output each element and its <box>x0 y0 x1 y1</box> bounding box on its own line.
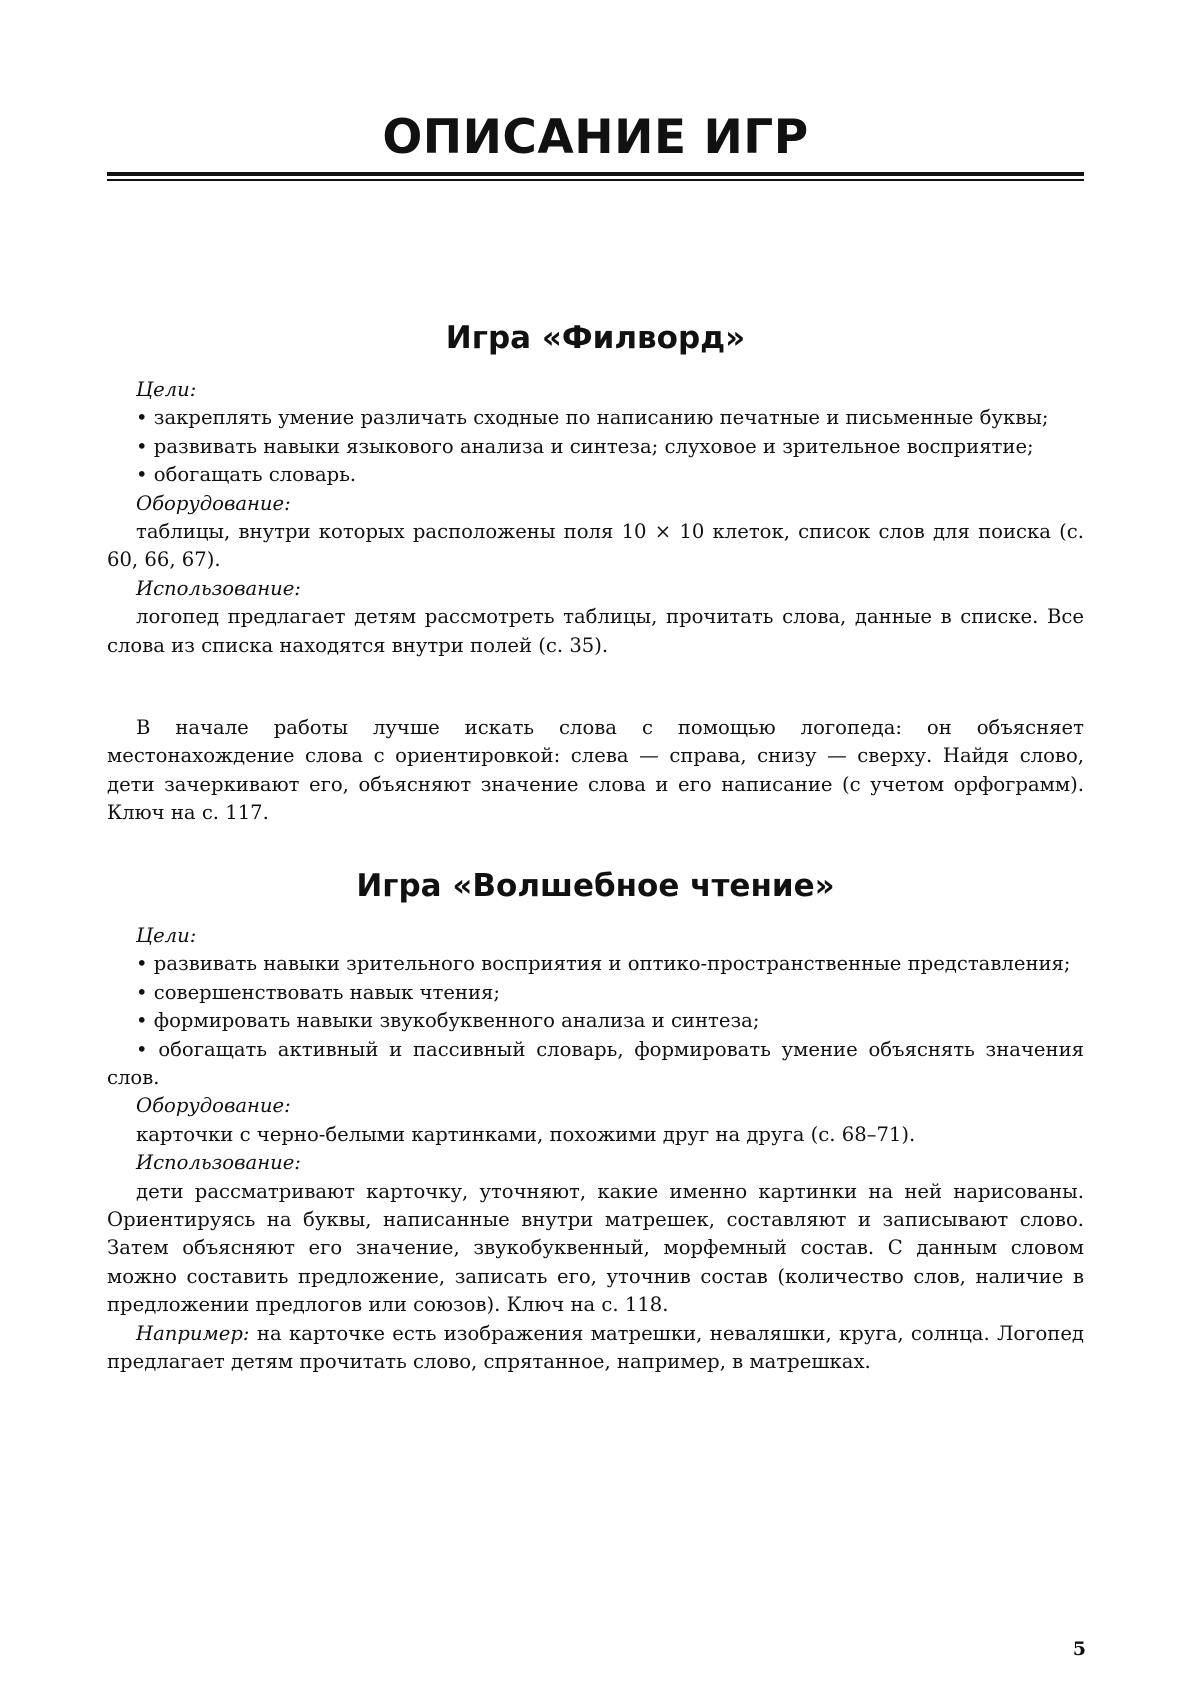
equipment-text: карточки с черно-белыми картинками, похожими друг на друга (с. 68–71). <box>136 1122 916 1146</box>
section-filword-note <box>107 714 1084 828</box>
page-number: 5 <box>1072 1638 1086 1660</box>
goal-item: • обогащать активный и пассивный словарь, формировать умение объяснять значения слов. <box>107 1037 1084 1090</box>
equipment-label: Оборудование: <box>136 491 291 515</box>
goal-item: • совершенствовать навык чтения; <box>136 980 500 1004</box>
page-title: ОПИСАНИЕ ИГР <box>382 110 809 165</box>
goals-label: Цели: <box>136 378 197 401</box>
equipment-label: Оборудование: <box>136 1094 291 1118</box>
example-label: Например: <box>136 1321 250 1345</box>
usage-label: Использование: <box>136 576 301 600</box>
title-double-rule <box>107 172 1084 181</box>
goal-item: • развивать навыки языкового анализа и синтеза; слуховое и зрительное восприятие; <box>136 434 1034 458</box>
section-magic-reading-body <box>107 922 1084 1377</box>
section-title-magic-reading: Игра «Волшебное чтение» <box>356 868 835 904</box>
goal-item: • обогащать словарь. <box>136 463 357 487</box>
equipment-text: таблицы, внутри которых расположены поля 10 × 10 клеток, список слов для поиска (с. 60, 66, 67). <box>107 520 1084 572</box>
section-filword-body <box>107 376 1084 660</box>
goal-item: • закреплять умение различать сходные по написанию печатные и письменные буквы; <box>136 406 1049 430</box>
example-paragraph <box>107 1320 1084 1377</box>
goal-item: • формировать навыки звукобуквенного анализа и синтеза; <box>136 1009 760 1033</box>
usage-text: дети рассматривают карточку, уточняют, какие именно картинки на ней нарисованы. Ориентируясь на буквы, написанные внутри матрешек, составляют и записывают слово. Затем объясняют его значение, звукобуквенный, морфемный состав. С данным словом можно составить предложение, записать его, уточнив состав (количество слов, наличие в предложении предлогов или союзов). Ключ на с. 118. <box>107 1179 1084 1317</box>
goals-label: Цели: <box>136 924 197 947</box>
note-paragraph: В начале работы лучше искать слова с помощью логопеда: он объясняет местонахождение слова с ориентировкой: слева — справа, снизу — сверху. Найдя слово, дети зачеркивают его, объясняют значение слова и его написание (с учетом орфограмм). Ключ на с. 117. <box>107 716 1084 825</box>
example-text: на карточке есть изображения матрешки, неваляшки, круга, солнца. Логопед предлагает детям прочитать слово, спрятанное, например, в матрешках. <box>107 1321 1084 1374</box>
usage-text: логопед предлагает детям рассмотреть таблицы, прочитать слова, данные в списке. Все слова из списка находятся внутри полей (с. 35). <box>107 605 1084 657</box>
goal-item: • развивать навыки зрительного восприятия и оптико-пространственные представления; <box>136 952 1071 976</box>
section-title-filword: Игра «Филворд» <box>445 320 746 356</box>
usage-label: Использование: <box>136 1151 301 1175</box>
